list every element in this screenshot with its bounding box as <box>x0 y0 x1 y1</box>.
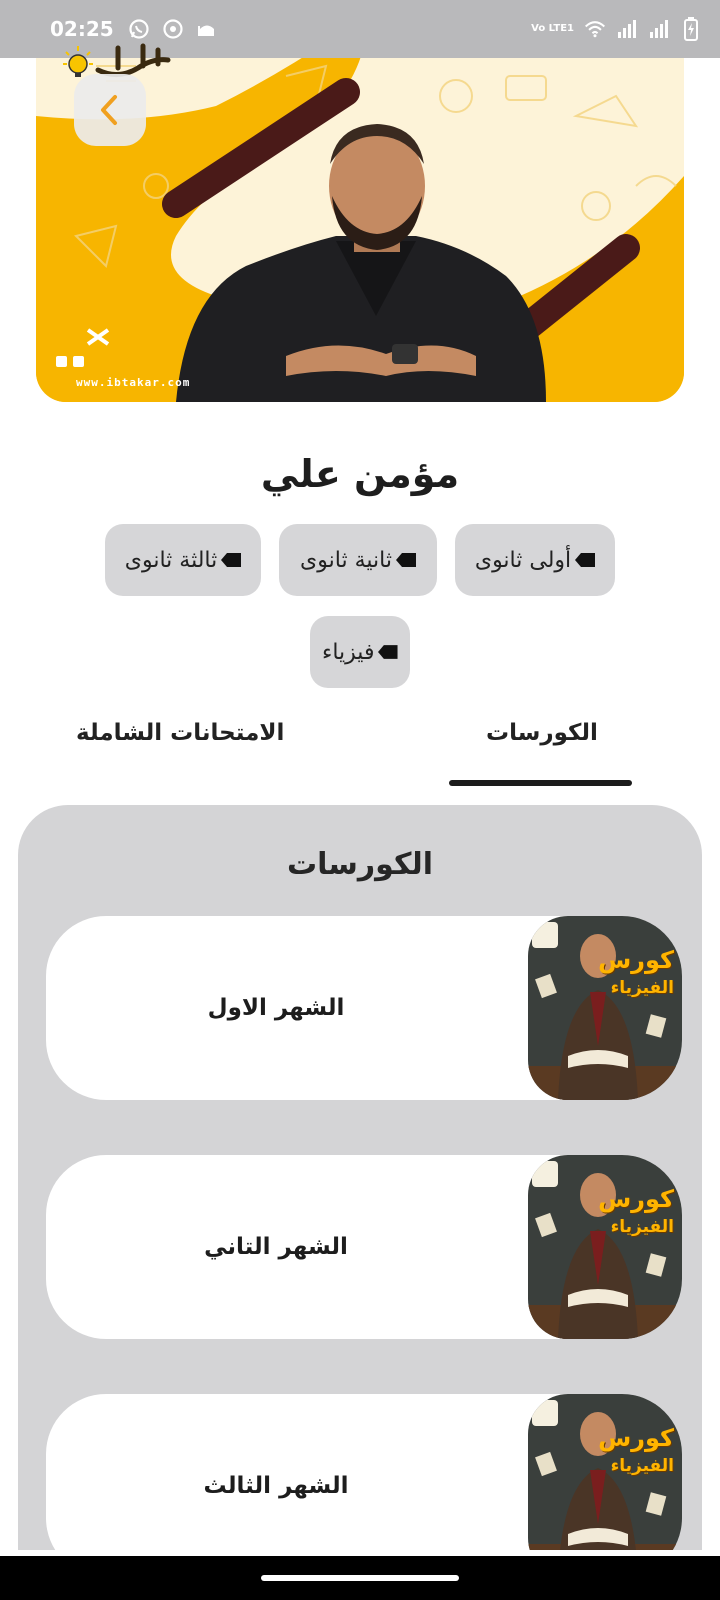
home-indicator[interactable] <box>261 1575 459 1581</box>
thumbnail-subtitle: الفيزياء <box>610 978 674 998</box>
course-title: الشهر التاني <box>204 1234 348 1260</box>
signal-icon-2 <box>648 18 670 40</box>
course-card[interactable] <box>46 916 682 1100</box>
tag-label: أولى ثانوى <box>474 547 572 573</box>
whatsapp-icon <box>128 18 150 40</box>
tag-physics[interactable] <box>310 616 410 688</box>
tag-second-secondary[interactable] <box>279 524 437 596</box>
volte-label: Vo LTE1 <box>531 23 574 34</box>
course-thumbnail <box>528 1155 682 1339</box>
tag-icon <box>575 553 595 567</box>
thumbnail-subtitle: الفيزياء <box>610 1217 674 1237</box>
course-card[interactable] <box>46 1394 682 1550</box>
course-title: الشهر الاول <box>207 995 345 1021</box>
signal-icon <box>616 18 638 40</box>
tab-indicator <box>449 780 632 786</box>
wifi-icon <box>584 18 606 40</box>
course-title: الشهر الثالث <box>203 1473 349 1499</box>
tab-comprehensive-exams[interactable]: الامتحانات الشاملة <box>76 720 285 746</box>
courses-panel <box>18 805 702 1550</box>
thumbnail-title: كورس <box>598 946 674 974</box>
chevron-left-icon <box>95 93 125 127</box>
course-thumbnail <box>528 916 682 1100</box>
social-icons <box>56 356 84 367</box>
thumbnail-title: كورس <box>598 1185 674 1213</box>
course-card[interactable] <box>46 1155 682 1339</box>
thumbnail-title: كورس <box>598 1424 674 1452</box>
tag-third-secondary[interactable] <box>105 524 261 596</box>
tab-courses[interactable]: الكورسات <box>486 720 598 746</box>
course-thumbnail <box>528 1394 682 1550</box>
tag-icon <box>378 645 398 659</box>
courses-section-title: الكورسات <box>287 847 433 882</box>
thumbnail-subtitle: الفيزياء <box>610 1456 674 1476</box>
back-button[interactable] <box>74 74 146 146</box>
banner-url: www.ibtakar.com <box>76 376 191 389</box>
tag-icon <box>221 553 241 567</box>
facebook-icon <box>56 356 67 367</box>
tag-label: فيزياء <box>322 639 375 665</box>
battery-charging-icon <box>680 18 702 40</box>
teacher-name: مؤمن علي <box>260 452 460 496</box>
tag-label: ثانية ثانوى <box>300 547 392 573</box>
mosque-icon <box>196 18 218 40</box>
status-time: 02:25 <box>50 17 114 41</box>
instagram-icon <box>73 356 84 367</box>
messenger-icon <box>162 18 184 40</box>
tag-label: ثالثة ثانوى <box>124 547 218 573</box>
tag-first-secondary[interactable] <box>455 524 615 596</box>
tag-icon <box>396 553 416 567</box>
